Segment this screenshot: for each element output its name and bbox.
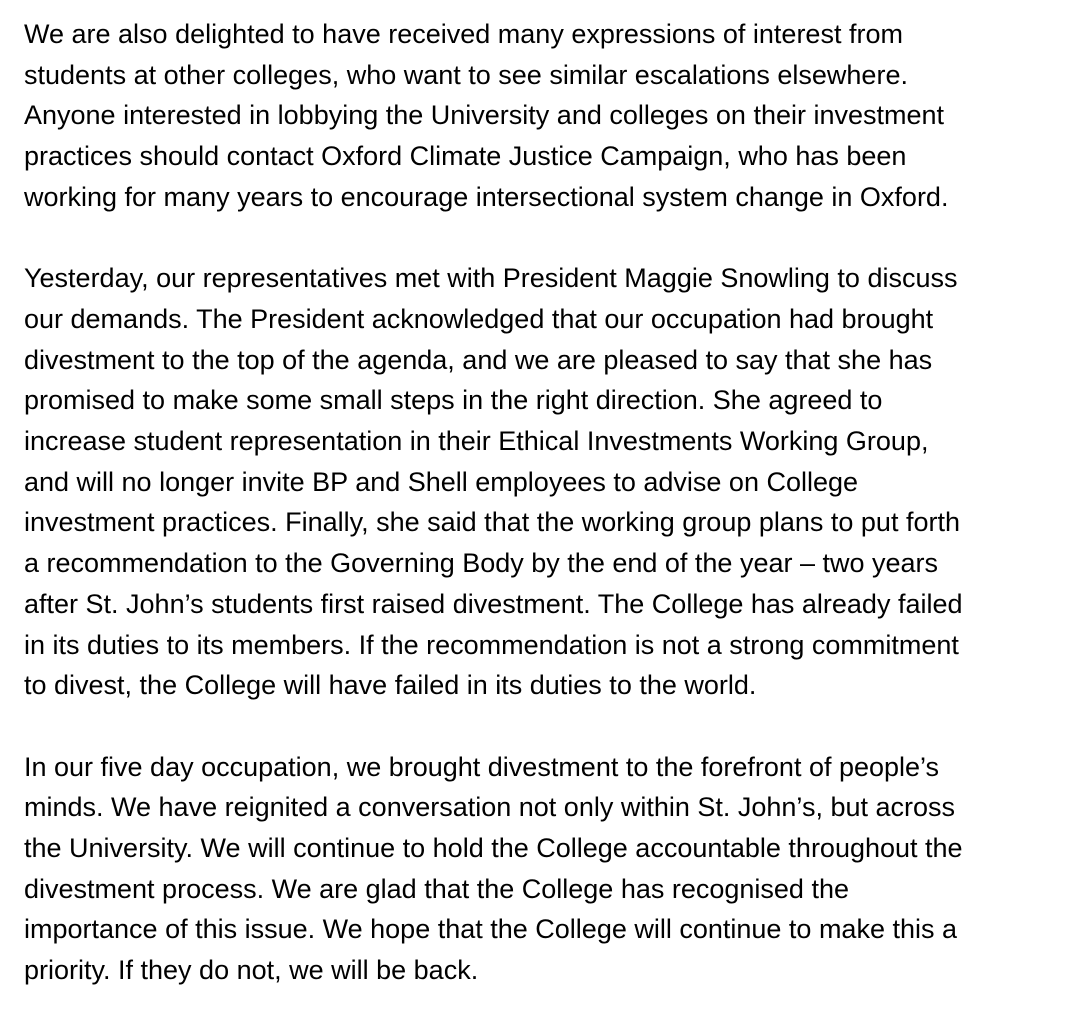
text-line: divestment process. We are glad that the College has recognised the: [24, 873, 849, 904]
paragraph-meeting: [24, 258, 1074, 706]
text-line: investment practices. Finally, she said that the working group plans to put forth: [24, 507, 960, 538]
text-line: working for many years to encourage intersectional system change in Oxford.: [24, 181, 949, 212]
text-line: priority. If they do not, we will be back.: [24, 955, 479, 986]
text-line: our demands. The President acknowledged that our occupation had brought: [24, 303, 934, 334]
text-line: in its duties to its members. If the recommendation is not a strong commitment: [24, 629, 959, 660]
text-line: minds. We have reignited a conversation not only within St. John’s, but across: [24, 792, 955, 823]
text-line: the University. We will continue to hold the College accountable throughout the: [24, 833, 963, 864]
text-line: practices should contact Oxford Climate Justice Campaign, who has been: [24, 141, 907, 172]
text-line: and will no longer invite BP and Shell employees to advise on College: [24, 466, 859, 497]
text-line: students at other colleges, who want to see similar escalations elsewhere.: [24, 59, 908, 90]
text-line: divestment to the top of the agenda, and we are pleased to say that she has: [24, 344, 933, 375]
text-line: We are also delighted to have received many expressions of interest from: [24, 19, 903, 49]
paragraph-occupation: [24, 747, 1074, 991]
paragraph-interest: [24, 14, 1074, 218]
text-line: after St. John’s students first raised divestment. The College has already failed: [24, 588, 963, 619]
text-line: Anyone interested in lobbying the University and colleges on their investment: [24, 100, 945, 131]
text-line: a recommendation to the Governing Body by the end of the year – two years: [24, 548, 939, 579]
text-line: importance of this issue. We hope that the College will continue to make this a: [24, 914, 958, 945]
text-line: Yesterday, our representatives met with President Maggie Snowling to discuss: [24, 263, 958, 294]
text-line: In our five day occupation, we brought divestment to the forefront of people’s: [24, 751, 940, 782]
text-line: promised to make some small steps in the right direction. She agreed to: [24, 385, 883, 416]
text-line: increase student representation in their Ethical Investments Working Group,: [24, 426, 929, 457]
document-body: [24, 14, 1074, 991]
text-line: to divest, the College will have failed in its duties to the world.: [24, 670, 757, 701]
